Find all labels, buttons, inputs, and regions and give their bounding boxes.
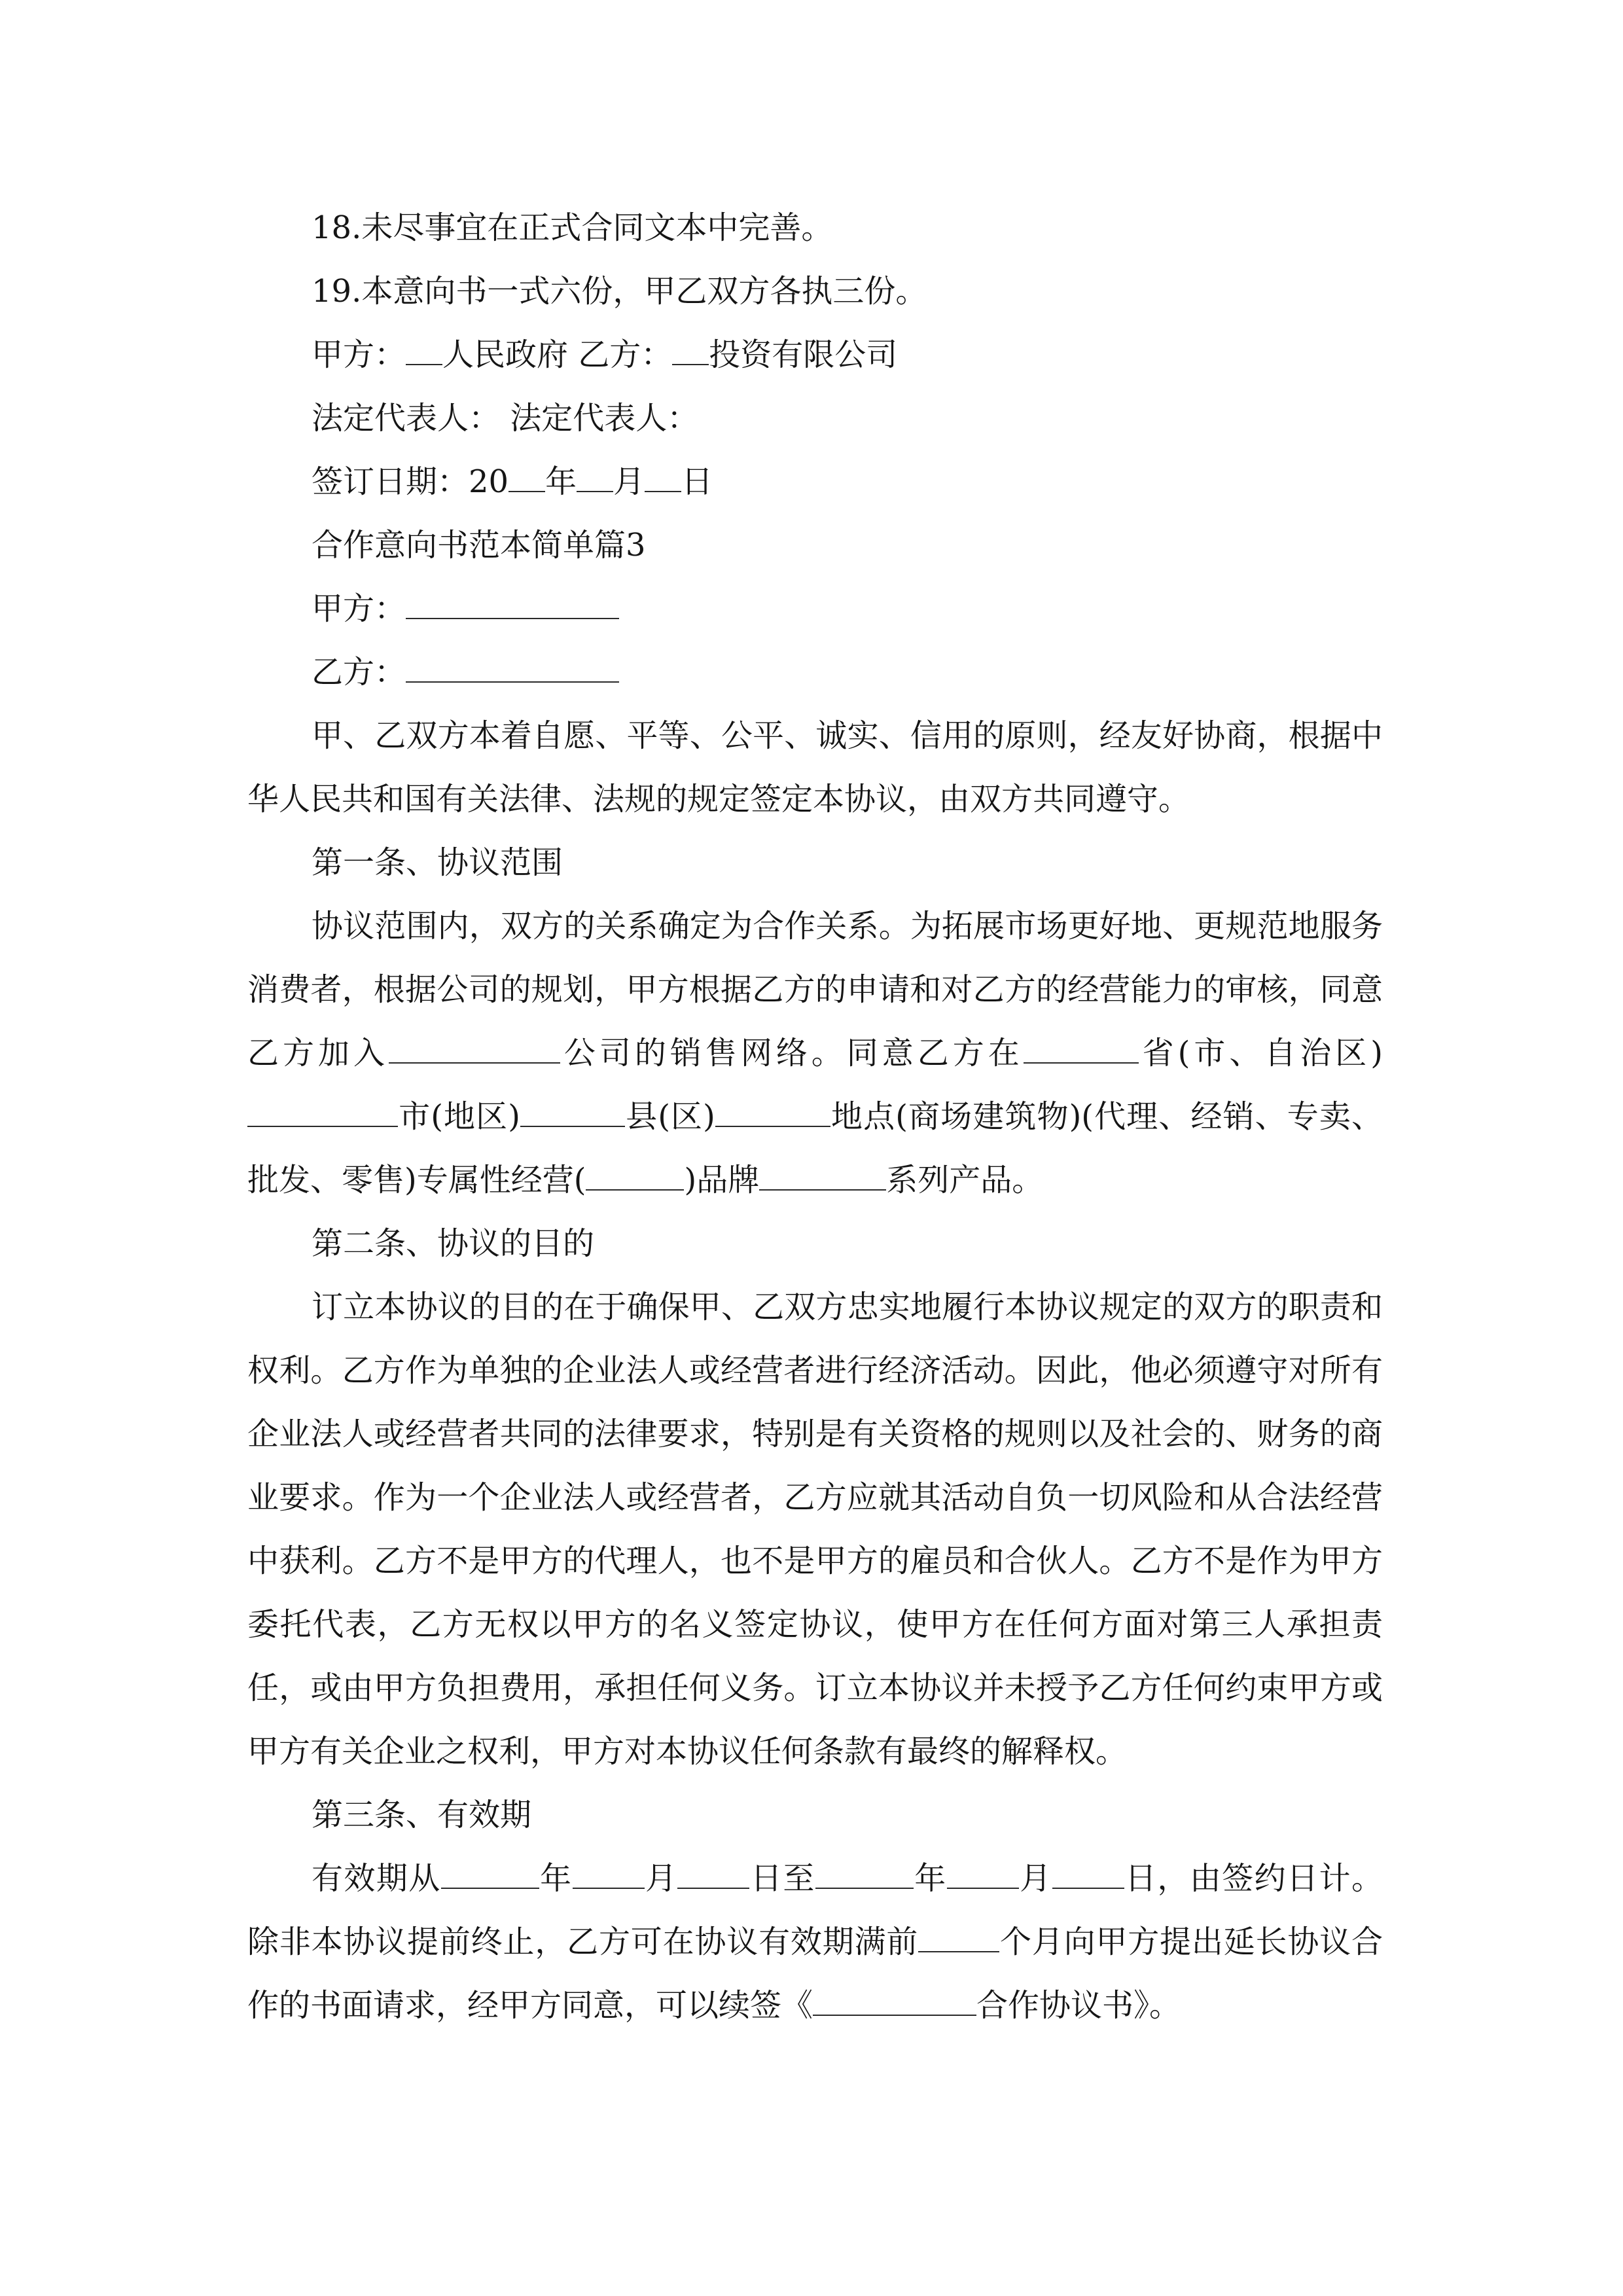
blank bbox=[247, 1103, 398, 1127]
clause-19 bbox=[247, 260, 1383, 323]
blank bbox=[577, 469, 613, 492]
clause-18-text: 18.未尽事宜在正式合同文本中完善。 bbox=[312, 209, 833, 246]
article-1-text: 县(区) bbox=[625, 1098, 715, 1135]
blank bbox=[677, 1865, 749, 1889]
legal-rep-text: 法定代表人： 法定代表人： bbox=[312, 400, 699, 437]
blank bbox=[715, 1103, 830, 1127]
blank bbox=[645, 469, 681, 492]
article-2-heading bbox=[247, 1212, 1383, 1276]
party-a-label: 甲方： bbox=[312, 336, 406, 373]
party-a-line bbox=[247, 577, 1383, 641]
blank bbox=[573, 1865, 645, 1889]
month-label: 月 bbox=[613, 463, 645, 500]
blank bbox=[586, 1167, 684, 1191]
party-b-label: 人民政府 乙方： bbox=[442, 336, 673, 373]
article-1-text: 协议范围内，双方的关系确定为合作关系。为拓展市场更好地、更规范地服务消费者，根据公司的规划，甲方根据乙方的申请和对乙方的经营能力的审核，同意乙方加入 bbox=[247, 908, 1383, 1071]
blank bbox=[1052, 1865, 1124, 1889]
article-2-heading-text: 第二条、协议的目的 bbox=[312, 1225, 595, 1262]
blank bbox=[759, 1167, 886, 1191]
article-3-heading bbox=[247, 1784, 1383, 1847]
blank bbox=[406, 596, 619, 619]
article-3-text: 年 bbox=[913, 1860, 947, 1897]
article-3-text: 日至 bbox=[749, 1860, 815, 1897]
blank bbox=[918, 1929, 999, 1952]
article-1-text: )品牌 bbox=[684, 1162, 760, 1198]
blank bbox=[520, 1103, 625, 1127]
year-label: 年 bbox=[545, 463, 577, 500]
section-heading-text: 合作意向书范本简单篇3 bbox=[312, 527, 646, 564]
signing-date-label: 签订日期：20 bbox=[312, 463, 509, 500]
article-2-text: 订立本协议的目的在于确保甲、乙双方忠实地履行本协议规定的双方的职责和权利。乙方作为单独的企业法人或经营者进行经济活动。因此，他必须遵守对所有企业法人或经营者共同的法律要求，特别是有关资格的规则以及社会的、财务的商业要求。作为一个企业法人或经营者，乙方应就其活动自负一切风险和从合法经营中获利。乙方不是甲方的代理人，也不是甲方的雇员和合伙人。乙方不是作为甲方委托代表，乙方无权以甲方的名义签定协议，使甲方在任何方面对第三人承担责任，或由甲方负担费用，承担任何义务。订立本协议并未授予乙方任何约束甲方或甲方有关企业之权利，甲方对本协议任何条款有最终的解释权。 bbox=[247, 1289, 1383, 1770]
article-3-heading-text: 第三条、有效期 bbox=[312, 1797, 532, 1833]
party-b-label: 乙方： bbox=[312, 654, 406, 691]
article-3-text: 个月向甲方提出延长协议合作的书面请求，经甲方同意，可以续签《 bbox=[247, 1924, 1383, 2024]
blank bbox=[813, 1992, 976, 2016]
blank bbox=[815, 1865, 914, 1889]
blank bbox=[672, 342, 709, 365]
preamble-text: 甲、乙双方本着自愿、平等、公平、诚实、信用的原则，经友好协商，根据中华人民共和国有关法律、法规的规定签定本协议，由双方共同遵守。 bbox=[247, 717, 1383, 817]
blank bbox=[406, 659, 619, 683]
legal-rep-line bbox=[247, 387, 1383, 450]
clause-19-text: 19.本意向书一式六份，甲乙双方各执三份。 bbox=[312, 273, 927, 310]
party-line bbox=[247, 323, 1383, 387]
article-1-text: 公司的销售网络。同意乙方在 bbox=[560, 1035, 1024, 1071]
blank bbox=[508, 469, 545, 492]
section-heading bbox=[247, 514, 1383, 577]
article-1-text: 省(市、自治区) bbox=[1138, 1035, 1383, 1071]
article-3-text: 日，由签约日计。除非本协议提前终止，乙方可在协议有效期满前 bbox=[247, 1860, 1383, 1960]
article-1-body bbox=[247, 895, 1383, 1212]
signing-date-line bbox=[247, 450, 1383, 514]
blank bbox=[441, 1865, 539, 1889]
article-1-heading bbox=[247, 831, 1383, 895]
party-b-line bbox=[247, 641, 1383, 704]
clause-18 bbox=[247, 196, 1383, 260]
blank bbox=[389, 1040, 560, 1064]
party-b-name: 投资有限公司 bbox=[709, 336, 898, 373]
document-body bbox=[247, 196, 1383, 2037]
article-3-text: 月 bbox=[1018, 1860, 1052, 1897]
article-3-text: 合作协议书》。 bbox=[976, 1987, 1181, 2024]
article-2-body bbox=[247, 1276, 1383, 1784]
article-3-text: 有效期从 bbox=[312, 1860, 441, 1897]
article-3-text: 年 bbox=[539, 1860, 573, 1897]
article-3-text: 月 bbox=[644, 1860, 678, 1897]
day-label: 日 bbox=[681, 463, 713, 500]
blank bbox=[1024, 1040, 1139, 1064]
blank bbox=[406, 342, 442, 365]
party-a-label: 甲方： bbox=[312, 590, 406, 627]
article-1-text: 系列产品。 bbox=[886, 1162, 1044, 1198]
preamble-paragraph bbox=[247, 704, 1383, 831]
blank bbox=[947, 1865, 1019, 1889]
article-1-text: 地点(商场建筑物)(代理、经销、专卖、批发、零售)专属性经营( bbox=[247, 1098, 1383, 1198]
article-1-heading-text: 第一条、协议范围 bbox=[312, 844, 563, 881]
article-1-text: 市(地区) bbox=[398, 1098, 520, 1135]
article-3-body bbox=[247, 1847, 1383, 2037]
